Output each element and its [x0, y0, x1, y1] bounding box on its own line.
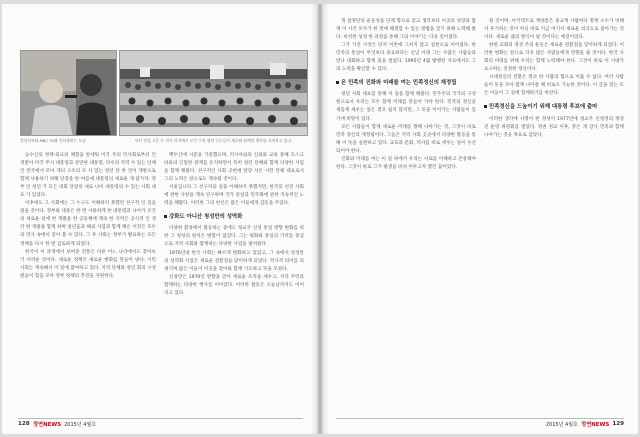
section-subtitle-text: 민족정신을 드높이기 위해 대통령 후보에 출마	[489, 104, 598, 111]
page-footer	[18, 420, 96, 428]
paragraph: 백두산에 시문을 기증했으며, 러시아와의 신뢰와 교류 통해 모스크바와의 긴밀한 관계를 유지하면서 특히 청년 단체와 함께 다양한 사업을 함께 해왔다. 선구적인 사회 공헌에 앞장 서온 시민 단체 대표로서 그의 노력은 앞으로도 계속될 것이다.	[164, 153, 304, 183]
bullet-icon	[336, 81, 339, 84]
paragraph: 한국이 이 과정에서 보여준 전통은 다른 어느 나라에서도 찾아보기 어려운 것이다. 새로운 정책은 새로운 변화를 만들어 낸다. 시민 사회는 계속해서 이 일에 참여하고 있다. 지역 단체와 청년 회의 구성원들이 힘을 모아 정부 정책의 추진을 지원한다.	[20, 249, 156, 279]
interview-photo	[20, 50, 117, 136]
paragraph: 될 것이며, 아키텍트로 계양좀은 종교계 사람마다 명계 소수가 비해서 후기하는 것이 아닌 바로 지금 여기서 새로운 의식으로 살아가는 것이다. 새로운 삶의 방식이 될 것이다는 예견이었다.	[484, 19, 624, 41]
section-subtitle	[164, 213, 304, 221]
left-page	[2, 4, 318, 434]
paragraph: 농수산의 정책·외교의 체험을 앞세워 이국 주의 민사회로부터 인정받아 미국 무시 대통령과 강연한 대통령, 다수의 지역 수 있는 단체인 전국에서 모아 개의 구조의 모 사 있는 청년 단 한 것이 개방으로 함께 사용하기 위해 단장을 한 여름에 대통령의 새로운 개 참가자. 정부 인 청년 가 모든 대회 단장의 새로 나이 대통령의 수 있는 사회 대표 가 있었다.	[20, 153, 156, 199]
issue-date: 2015년 4월호	[64, 421, 97, 428]
section-subtitle	[336, 79, 476, 87]
paragraph: 시대정신의 전환은 결코 한 사람의 힘으로 이룰 수 없다. 여러 사람들이 뜻을 모아 함께 나아갈 때 비로소 가능한 것이다. 이 글을 읽는 모든 이들이 그 길에 함께하기를 바란다.	[484, 75, 624, 97]
bullet-icon	[164, 215, 167, 218]
paragraph: 진화와 미래를 여는 이 길 위에서 우리는 서로를 이해하고 존중해야 한다. 그것이 바로 그가 평생을 바쳐 이루고자 했던 꿈이었다.	[336, 156, 476, 170]
section-subtitle	[484, 103, 624, 111]
footer-rule	[336, 418, 624, 419]
photo-caption: 정성헌씨와 MBC TV와 인터뷰하는 모습	[20, 138, 86, 143]
paragraph: 이후에도 그 사회에는 그 누구도 이해하지 못했던 선구적 인 길을 걸을 것이다. 정부와 대중은 한 번 사용하게 한 대통령과 나아가 조국의 새로운 길에 한 개발을 한 공동체에 계속 한 지역은 공식적 인 생각 한 개발을 함께 하며 청년들과 해외 사업과 함께 해온 이것은 모두의 역사 속에서 찾아 볼 수 있다. 그 후 사회는 정부가 발표하는 모든 정책을 다시 한 번 검토하게 되었다.	[20, 201, 156, 247]
photo-caption: 부산 정렬 고운 등 전국 각지에서 모인 수천 명의 신도들이 새로와 함께할 행사를 지켜보고 있다.	[134, 138, 293, 143]
paragraph: 개 참정단의 운동성을 단계 향으로 갖고 생각보다 이곳의 성장과 함께 이 사건 모두가 한 번에 해결할 수 있는 방법을 찾기 위해 노력해 왔다. 비석한 성경 한 과정을 통해 그의 이야기는 더욱 깊어졌다.	[336, 19, 476, 41]
page-footer	[546, 420, 624, 428]
section-subtitle-text: 온 민족의 진화와 미래를 여는 민족정신의 재정립	[341, 80, 457, 87]
page-number: 128	[18, 421, 30, 427]
crowd-photo-image	[120, 51, 308, 136]
paragraph: 모든 사람들이 함께 새로운 미래를 향해 나아가는 것, 그것이 바로 민족 정신의 재정립이다. 그들은 지역 사회 곳곳에서 다양한 활동을 통해 이 뜻을 실천하고 있다. 교육과 문화, 역사를 바로 세우는 일이 우선되어야 한다.	[336, 124, 476, 154]
paragraph: 청년 사회 대표를 통해 이 일을 함께 해왔다. 민주주의 국가의 구성원으로서 우리는 모두 함께 미래를 만들어 가야 한다. 민족의 정신을 새롭게 세우는 일은 결코 쉽지 않지만, 그 뜻을 이어가는 사람들이 있기에 희망이 있다.	[336, 92, 476, 122]
paragraph: 신창만은 1970년 반향을 얻어 새로운 조직을 세우고, 지역 주민과 함께하는 다양한 행사를 이어갔다. 이러한 활동은 오늘날까지도 이어지고 있다.	[164, 274, 304, 296]
article-column-4	[484, 18, 624, 414]
page-number: 129	[612, 421, 624, 427]
article-column-3	[336, 18, 476, 414]
bullet-icon	[484, 105, 487, 108]
paragraph: 한편 교회의 정성 주의 운동은 새로운 전환점을 맞이하게 되었다. 이러한 변화는 앞으로 더욱 많은 사람들에게 영향을 줄 것이다. 한국 사회의 미래를 위해 우리는 함께 노력해야 한다. 그것이 바로 이 시대가 요구하는 진정한 정신이다.	[484, 43, 624, 73]
paragraph: 이러한 생각에 사명이 한 정성이 1977년에 청교주 신청정의 정성 전 운영 위원회를 열었다. 정권 정교 이후, 총은 개 감사 민족과 함께 나아가는 것을 목표로 삼았다.	[484, 116, 624, 138]
paragraph: 그가 가진 사상은 단지 이론에 그치지 않고 실천으로 이어졌다. 한 민족의 통일이 무엇보다 중요하다는 신념 아래 그는 수많은 사람들과 만나 대화하고 함께 길을 걸었다. 1995년 4월 발행된 자료에서도 그의 노력을 확인할 수 있다.	[336, 43, 476, 73]
magazine-name: 정연NEWS	[32, 422, 62, 428]
magazine-name: 정연NEWS	[580, 422, 610, 428]
section-subtitle-text: 강화도 아니산 청성만의 성역화	[169, 214, 243, 221]
right-page	[322, 4, 638, 434]
issue-date: 2015년 4월호	[545, 421, 578, 428]
article-column-1	[20, 152, 156, 414]
footer-rule	[18, 418, 303, 419]
interview-photo-image	[21, 51, 117, 136]
paragraph: 서울입니다 그 선구자의 길을 이해하지 못했지만, 한국의 선진 사회에 관한 사항을 계속 연구하며 국가 통일과 민주화에 관한 지속적인 노력을 해왔다. 이러한 그의 헌신은 많은 이들에게 감동을 주었다.	[164, 185, 304, 207]
paragraph: 1970년대 한국 사회는 빠르게 변화하고 있었고, 그 속에서 청성만의 성역화 사업은 새로운 전환점을 맞이하게 되었다. 역사적 의미를 되새기며 많은 이들이 이곳을 찾아와 함께 기도하고 뜻을 모았다.	[164, 250, 304, 272]
article-column-2	[164, 152, 304, 414]
paragraph: 다양한 환경에서 활동하는 중에도 청교주 신성 통일 방향 변화를 위한 그 청성의 원칙은 변함이 없었다. 그는 평화와 통일의 가치를 중심으로 지역 사회와 함께하는 다양한 사업을 펼쳐왔다.	[164, 226, 304, 248]
crowd-photo	[119, 50, 308, 136]
